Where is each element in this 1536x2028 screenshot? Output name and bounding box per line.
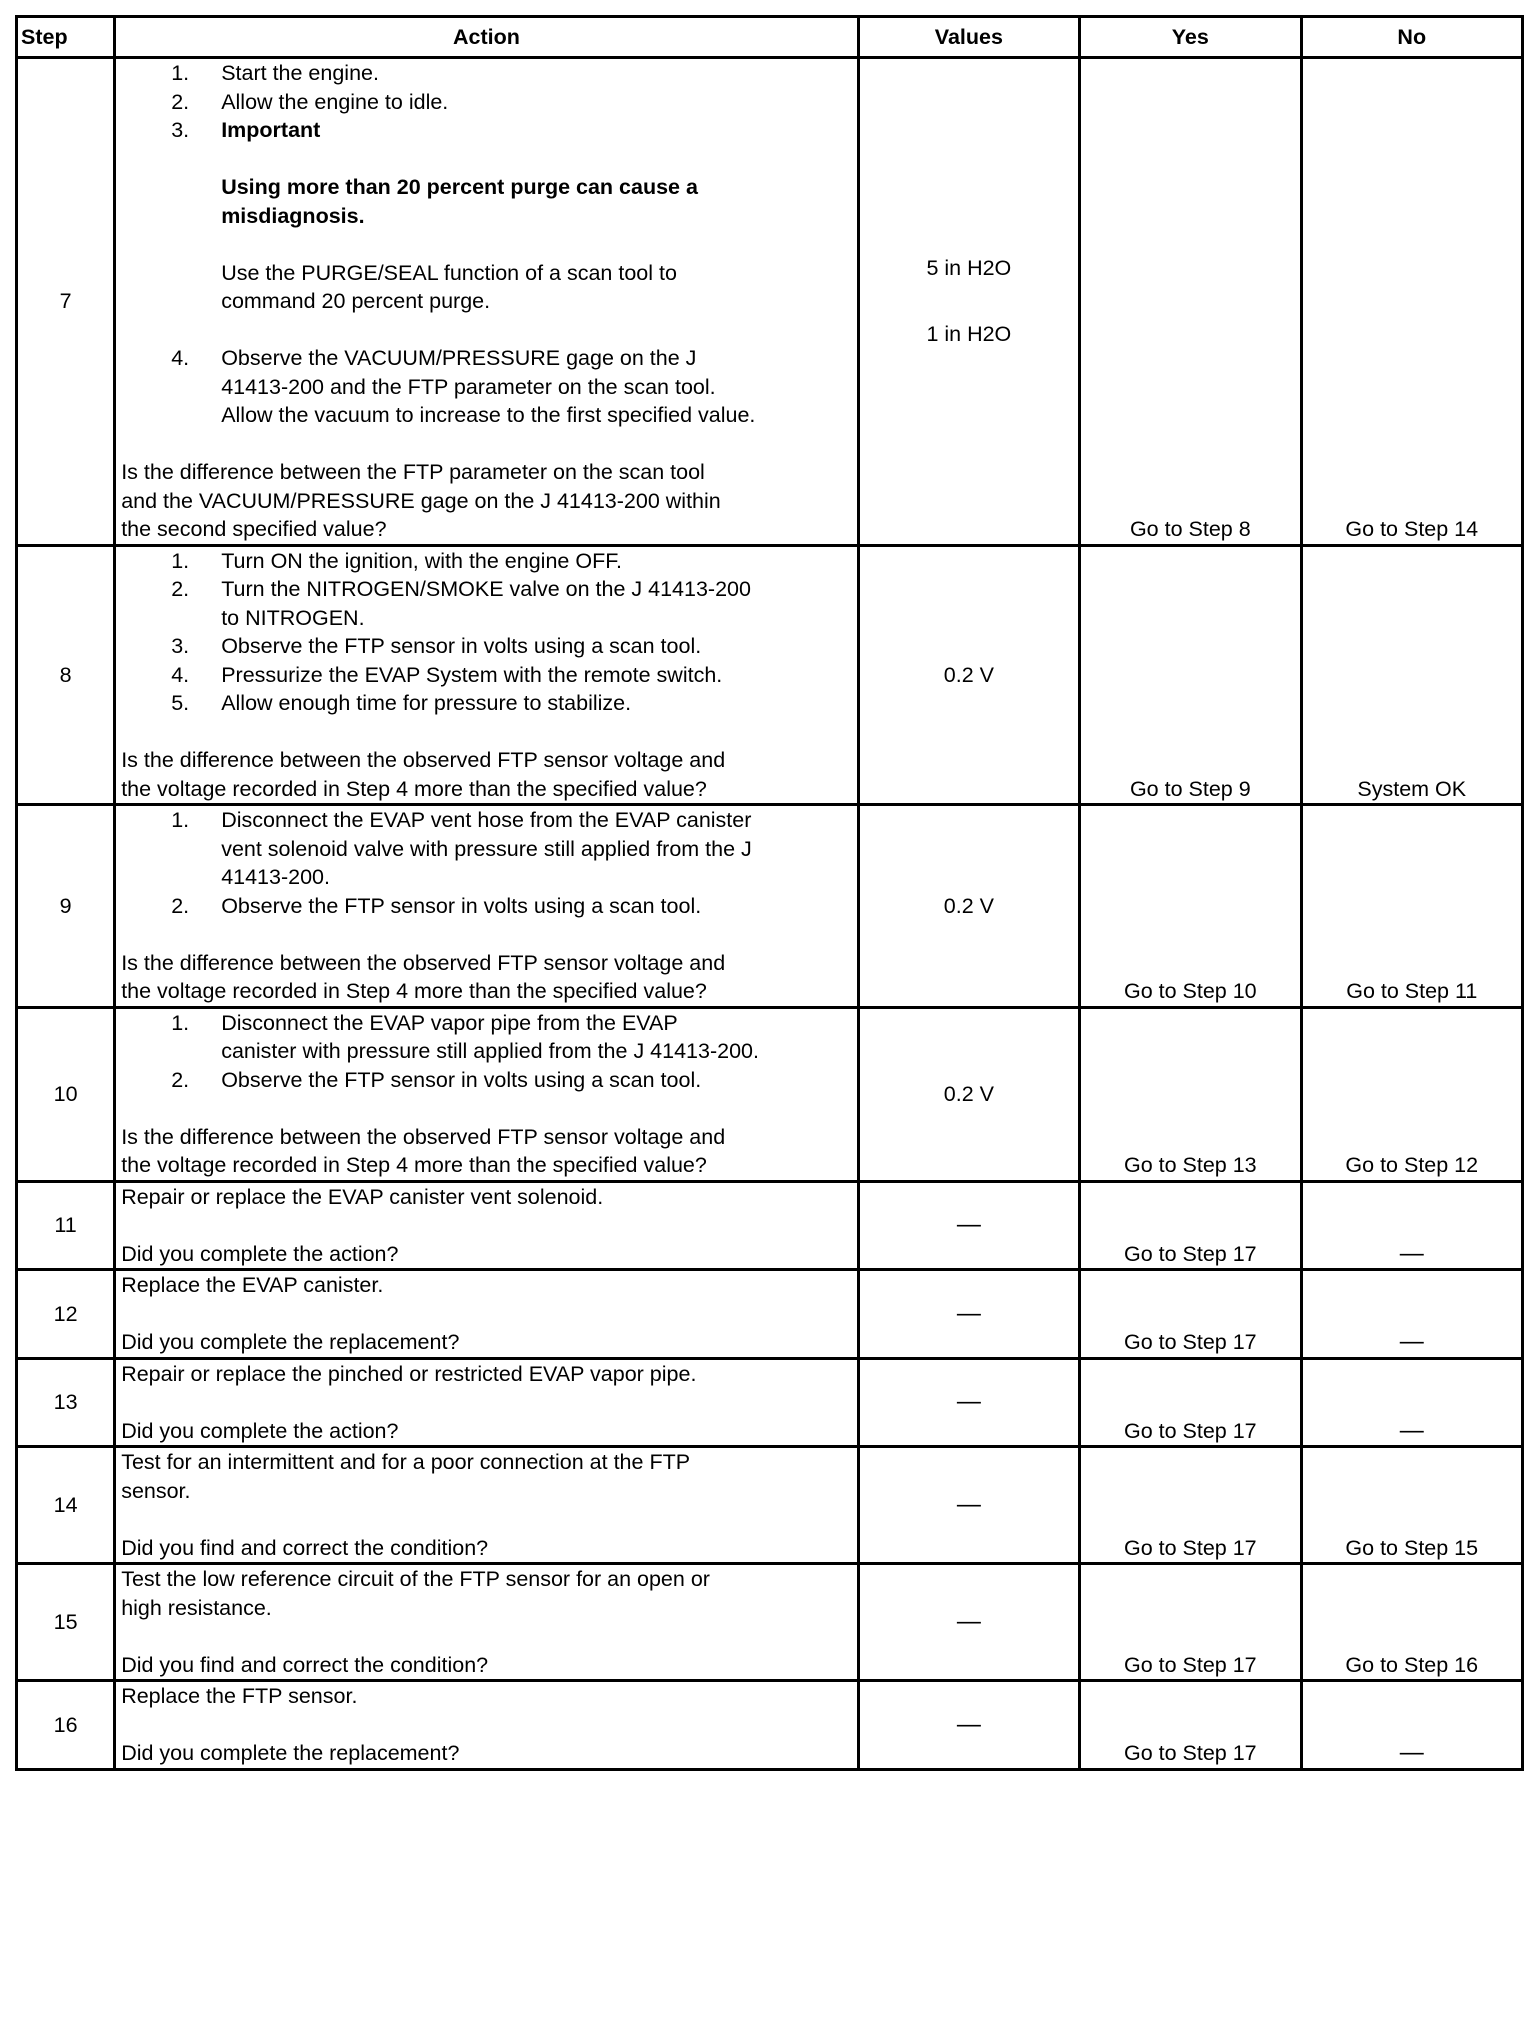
numbered-step <box>121 689 850 718</box>
table-row <box>17 1270 1523 1359</box>
spec-value: — <box>956 1710 981 1738</box>
action-text: Did you complete the action? <box>121 1418 399 1443</box>
step-number: 7 <box>17 58 115 546</box>
action-cell <box>115 1358 858 1447</box>
values-cell <box>858 1681 1079 1770</box>
action-text: Is the difference between the observed FTP sensor voltage and <box>121 748 726 772</box>
spec-value: 0.2 V <box>943 1081 994 1106</box>
values-cell <box>858 545 1079 805</box>
line-spacer <box>121 145 850 174</box>
yes-result: Go to Step 17 <box>1080 1358 1301 1447</box>
table-row <box>17 1358 1523 1447</box>
values-cell <box>858 1564 1079 1681</box>
step-item-text: Turn ON the ignition, with the engine OFF. <box>221 548 622 573</box>
header-values: Values <box>858 17 1079 58</box>
step-number: 11 <box>17 1181 115 1270</box>
action-cell <box>115 1181 858 1270</box>
step-number: 14 <box>17 1447 115 1564</box>
step-item-number: 1. <box>171 808 190 832</box>
header-step: Step <box>17 17 115 58</box>
action-text: the second specified value? <box>121 517 387 541</box>
table-row <box>17 1681 1523 1770</box>
step-item-number: 1. <box>171 548 190 573</box>
header-yes: Yes <box>1080 17 1301 58</box>
numbered-step <box>121 632 850 661</box>
action-cell <box>115 545 858 805</box>
step-continuation: to NITROGEN. <box>221 605 365 630</box>
yes-result: Go to Step 17 <box>1080 1447 1301 1564</box>
spec-value: — <box>956 1211 981 1238</box>
step-number: 8 <box>17 545 115 805</box>
line-spacer <box>121 1622 850 1651</box>
step-item-number: 3. <box>171 634 190 658</box>
no-result: Go to Step 11 <box>1301 805 1522 1008</box>
step-item-text: Observe the FTP sensor in volts using a scan tool. <box>221 893 702 918</box>
step-item-number: 2. <box>171 577 190 601</box>
step-item-number: 4. <box>171 346 190 370</box>
action-text: Is the difference between the observed FTP sensor voltage and <box>121 950 726 975</box>
values-cell <box>858 1447 1079 1564</box>
no-result: Go to Step 15 <box>1301 1447 1522 1564</box>
no-result: — <box>1301 1681 1522 1770</box>
header-action: Action <box>115 17 858 58</box>
no-result: Go to Step 12 <box>1301 1007 1522 1181</box>
action-text: Replace the EVAP canister. <box>121 1273 384 1297</box>
step-item-text: Observe the VACUUM/PRESSURE gage on the J <box>221 346 697 370</box>
numbered-step <box>121 892 850 921</box>
step-number: 13 <box>17 1358 115 1447</box>
values-cell <box>858 58 1079 546</box>
spec-value: — <box>956 1388 981 1415</box>
yes-result: Go to Step 17 <box>1080 1681 1301 1770</box>
yes-result: Go to Step 17 <box>1080 1181 1301 1270</box>
step-continuation: vent solenoid valve with pressure still applied from the J <box>221 836 752 861</box>
header-no: No <box>1301 17 1522 58</box>
line-spacer <box>121 920 850 949</box>
yes-result: Go to Step 13 <box>1080 1007 1301 1181</box>
step-number: 15 <box>17 1564 115 1681</box>
table-row <box>17 1564 1523 1681</box>
action-text: Did you complete the replacement? <box>121 1741 460 1765</box>
step-number: 10 <box>17 1007 115 1181</box>
line-spacer <box>121 1711 850 1740</box>
action-cell <box>115 1564 858 1681</box>
action-text: sensor. <box>121 1478 191 1503</box>
action-text: Replace the FTP sensor. <box>121 1684 358 1708</box>
action-cell <box>115 805 858 1008</box>
header-row <box>17 17 1523 58</box>
action-text: Test the low reference circuit of the FTP sensor for an open or <box>121 1567 710 1591</box>
step-item-text: Observe the FTP sensor in volts using a scan tool. <box>221 634 702 658</box>
numbered-step <box>121 116 850 145</box>
step-item-text: Start the engine. <box>221 61 379 85</box>
step-number: 16 <box>17 1681 115 1770</box>
no-result: Go to Step 14 <box>1301 58 1522 546</box>
action-cell <box>115 1270 858 1359</box>
step-continuation: misdiagnosis. <box>221 203 365 228</box>
line-spacer <box>121 718 850 747</box>
spec-value: — <box>956 1299 981 1327</box>
action-cell <box>115 1007 858 1181</box>
action-text: Test for an intermittent and for a poor connection at the FTP <box>121 1450 691 1474</box>
action-text: the voltage recorded in Step 4 more than the specified value? <box>121 979 707 1003</box>
step-number: 12 <box>17 1270 115 1359</box>
line-spacer <box>121 1505 850 1534</box>
step-item-number: 1. <box>171 1010 190 1035</box>
action-text: Is the difference between the FTP parameter on the scan tool <box>121 460 705 484</box>
action-cell <box>115 1681 858 1770</box>
step-item-number: 1. <box>171 61 190 85</box>
table-row <box>17 58 1523 546</box>
step-continuation: Allow the vacuum to increase to the first specified value. <box>221 403 756 427</box>
step-continuation: Using more than 20 percent purge can cause a <box>221 175 698 199</box>
no-result: System OK <box>1301 545 1522 805</box>
step-continuation: canister with pressure still applied from the J 41413-200. <box>221 1039 759 1063</box>
line-spacer <box>121 316 850 345</box>
action-text: the voltage recorded in Step 4 more than the specified value? <box>121 1153 707 1177</box>
action-text: Did you find and correct the condition? <box>121 1652 489 1677</box>
step-item-text: Allow the engine to idle. <box>221 89 449 114</box>
spec-value: 0.2 V <box>943 893 994 918</box>
step-item-text: Disconnect the EVAP vapor pipe from the EVAP <box>221 1010 678 1035</box>
spec-value: — <box>956 1607 981 1635</box>
action-text: Repair or replace the EVAP canister vent solenoid. <box>121 1184 604 1209</box>
step-item-number: 5. <box>171 691 190 715</box>
numbered-step <box>121 88 850 117</box>
spec-value: 0.2 V <box>943 662 994 687</box>
values-cell <box>858 1181 1079 1270</box>
step-item-text: Turn the NITROGEN/SMOKE valve on the J 41413-200 <box>221 577 751 601</box>
line-spacer <box>121 1211 850 1240</box>
no-result: — <box>1301 1181 1522 1270</box>
step-item-text: Observe the FTP sensor in volts using a scan tool. <box>221 1067 702 1092</box>
action-text: the voltage recorded in Step 4 more than the specified value? <box>121 776 707 801</box>
spec-value: — <box>956 1490 981 1518</box>
step-continuation: 41413-200 and the FTP parameter on the scan tool. <box>221 374 716 399</box>
action-text: Did you find and correct the condition? <box>121 1535 489 1560</box>
numbered-step <box>121 806 850 835</box>
step-item-number: 4. <box>171 662 190 687</box>
numbered-step <box>121 575 850 604</box>
step-item-number: 3. <box>171 118 190 142</box>
step-item-number: 2. <box>171 89 190 114</box>
action-text: Is the difference between the observed FTP sensor voltage and <box>121 1124 726 1149</box>
step-item-text: Pressurize the EVAP System with the remote switch. <box>221 662 723 687</box>
no-result: Go to Step 16 <box>1301 1564 1522 1681</box>
diagnostic-table <box>15 15 1524 1771</box>
table-row <box>17 1181 1523 1270</box>
action-cell <box>115 58 858 546</box>
numbered-step <box>121 661 850 690</box>
values-cell <box>858 1007 1079 1181</box>
line-spacer <box>121 1300 850 1329</box>
action-text: high resistance. <box>121 1595 272 1620</box>
step-item-text: Important <box>221 118 321 142</box>
numbered-step <box>121 344 850 373</box>
line-spacer <box>121 1388 850 1417</box>
yes-result: Go to Step 8 <box>1080 58 1301 546</box>
values-cell <box>858 805 1079 1008</box>
table-row <box>17 1007 1523 1181</box>
table-row <box>17 545 1523 805</box>
table-row <box>17 805 1523 1008</box>
action-text: Did you complete the action? <box>121 1241 399 1266</box>
action-text: and the VACUUM/PRESSURE gage on the J 41413-200 within <box>121 488 721 513</box>
numbered-step <box>121 59 850 88</box>
table-row <box>17 1447 1523 1564</box>
yes-result: Go to Step 9 <box>1080 545 1301 805</box>
numbered-step <box>121 1066 850 1095</box>
step-item-number: 2. <box>171 1067 190 1092</box>
action-text: Did you complete the replacement? <box>121 1330 460 1354</box>
numbered-step <box>121 547 850 576</box>
step-number: 9 <box>17 805 115 1008</box>
step-item-text: Allow enough time for pressure to stabilize. <box>221 691 632 715</box>
spec-value: 5 in H2O <box>926 255 1012 280</box>
line-spacer <box>121 230 850 259</box>
no-result: — <box>1301 1358 1522 1447</box>
line-spacer <box>121 1094 850 1123</box>
step-continuation: command 20 percent purge. <box>221 289 491 313</box>
values-cell <box>858 1358 1079 1447</box>
no-result: — <box>1301 1270 1522 1359</box>
line-spacer <box>121 430 850 459</box>
yes-result: Go to Step 17 <box>1080 1270 1301 1359</box>
step-item-text: Disconnect the EVAP vent hose from the EVAP canister <box>221 808 752 832</box>
step-continuation: 41413-200. <box>221 865 330 889</box>
values-cell <box>858 1270 1079 1359</box>
spec-value: 1 in H2O <box>926 322 1012 347</box>
yes-result: Go to Step 17 <box>1080 1564 1301 1681</box>
action-cell <box>115 1447 858 1564</box>
action-text: Repair or replace the pinched or restricted EVAP vapor pipe. <box>121 1361 697 1386</box>
yes-result: Go to Step 10 <box>1080 805 1301 1008</box>
step-continuation: Use the PURGE/SEAL function of a scan tool to <box>221 260 677 285</box>
step-item-number: 2. <box>171 893 190 918</box>
numbered-step <box>121 1009 850 1038</box>
